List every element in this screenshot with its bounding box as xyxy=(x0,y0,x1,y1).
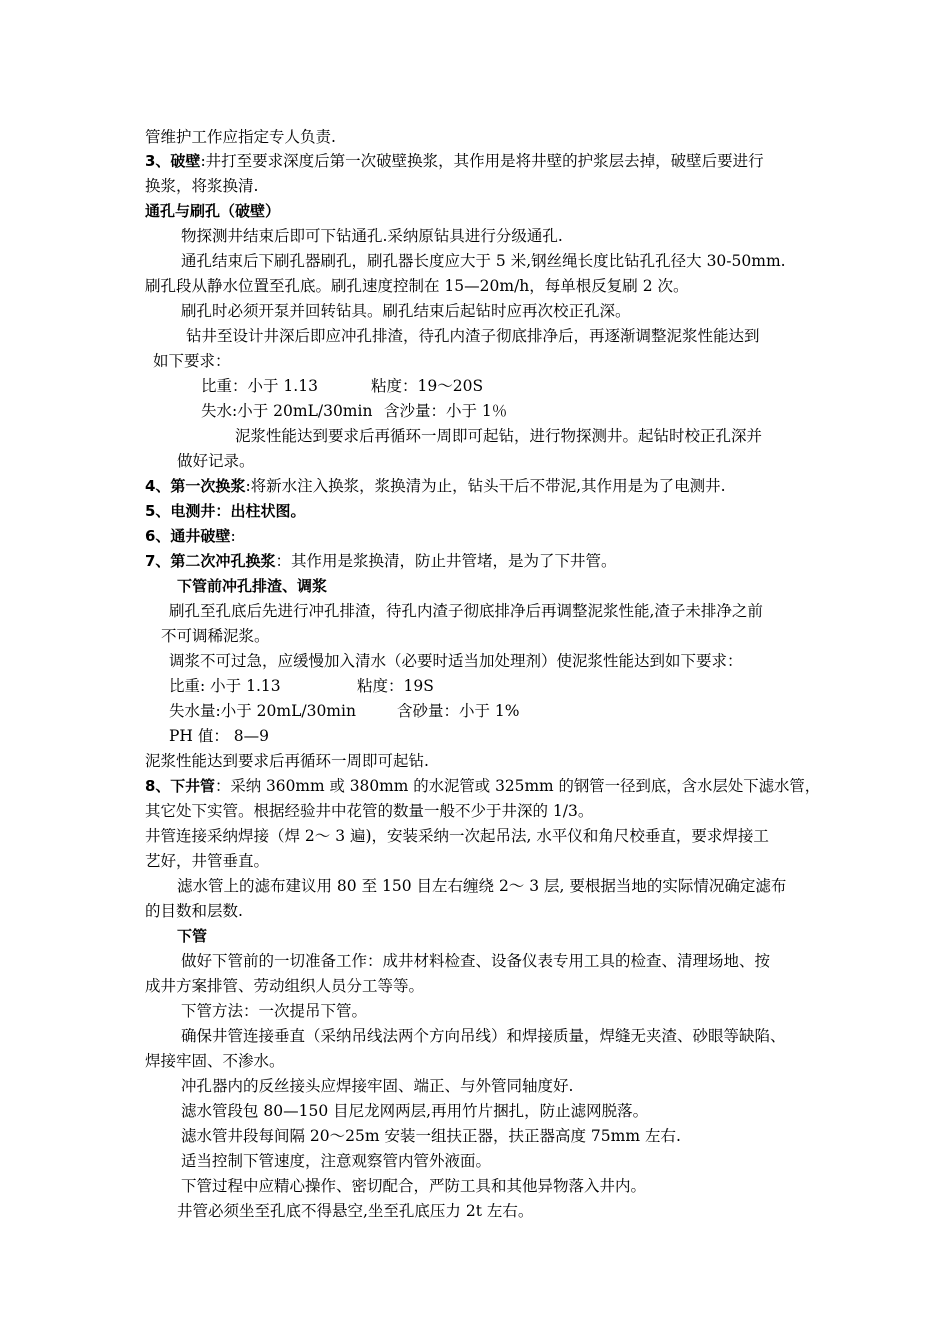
paragraph-line: 泥浆性能达到要求后再循环一周即可起钻. xyxy=(145,752,429,770)
paragraph-line: 通孔结束后下刷孔器刷孔，刷孔器长度应大于 5 米,钢丝绳长度比钻孔孔径大 30-50mm. xyxy=(181,252,786,270)
paragraph-line: 刷孔时必须开泵并回转钻具。刷孔结束后起钻时应再次校正孔深。 xyxy=(181,302,631,320)
paragraph-line: 滤水管井段每间隔 20～25m 安装一组扶正器，扶正器高度 75mm 左右. xyxy=(181,1127,681,1145)
subheading-tongkong: 通孔与刷孔（破壁） xyxy=(145,202,281,220)
paragraph-line: 钻井至设计井深后即应冲孔排渣，待孔内渣子彻底排净后，再逐渐调整泥浆性能达到 xyxy=(186,327,760,345)
paragraph-line: 滤水管上的滤布建议用 80 至 150 目左右缠绕 2～ 3 层, 要根据当地的实际情况确定滤布 xyxy=(177,877,787,895)
paragraph-line: 滤水管段包 80—150 目尼龙网两层,再用竹片捆扎，防止滤网脱落。 xyxy=(181,1102,649,1120)
section-3-line xyxy=(145,151,764,171)
paragraph-line: 泥浆性能达到要求后再循环一周即可起钻，进行物探测井。起钻时校正孔深并 xyxy=(235,427,763,445)
section-6-heading: 6、通井破壁 xyxy=(145,527,231,545)
section-7-line xyxy=(145,551,616,571)
requirement-sand-content: 含沙量：小于 1％ xyxy=(384,402,508,420)
section-3-heading: 3、破壁 xyxy=(145,152,201,170)
paragraph-line: 确保井管连接垂直（采纳吊线法两个方向吊线）和焊接质量，焊缝无夹渣、砂眼等缺陷、 xyxy=(181,1027,786,1045)
requirement-ph: PH 值： 8—9 xyxy=(169,727,270,745)
paragraph-line: 做好记录。 xyxy=(177,452,255,470)
paragraph-line: 刷孔至孔底后先进行冲孔排渣，待孔内渣子彻底排净后再调整泥浆性能,渣子未排净之前 xyxy=(169,602,763,620)
section-7-heading: 7、第二次冲孔换浆 xyxy=(145,552,276,570)
paragraph-line: 如下要求： xyxy=(153,352,231,370)
paragraph-line: 井管必须坐至孔底不得悬空,坐至孔底压力 2t 左右。 xyxy=(177,1202,534,1220)
paragraph-line: 物探测井结束后即可下钻通孔.采纳原钻具进行分级通孔. xyxy=(181,227,563,245)
paragraph-line: 不可调稀泥浆。 xyxy=(161,627,270,645)
section-4-text: :将新水注入换浆，浆换清为止，钻头干后不带泥,其作用是为了电测井. xyxy=(245,477,726,495)
section-3-text: :井打至要求深度后第一次破壁换浆，其作用是将井壁的护浆层去掉，破壁后要进行 xyxy=(200,152,764,170)
paragraph-line: 艺好，井管垂直。 xyxy=(145,852,270,870)
section-8-text: ：采纳 360mm 或 380mm 的水泥管或 325mm 的钢管一径到底，含水层处下滤水管， xyxy=(214,777,821,795)
subheading-xiaguan-qian: 下管前冲孔排渣、调浆 xyxy=(177,577,328,595)
paragraph-line: 冲孔器内的反丝接头应焊接牢固、端正、与外管同轴度好. xyxy=(181,1077,574,1095)
paragraph-line: 调浆不可过急，应缓慢加入清水（必要时适当加处理剂）使泥浆性能达到如下要求： xyxy=(169,652,743,670)
requirement-water-loss: 失水:小于 20mL/30min xyxy=(201,402,373,420)
paragraph-line: 成井方案排管、劳动组织人员分工等等。 xyxy=(145,977,425,995)
paragraph-line: 下管方法：一次提吊下管。 xyxy=(181,1002,368,1020)
requirement-viscosity: 粘度：19S xyxy=(357,677,434,695)
section-6-line: 6、通井破壁: xyxy=(145,527,236,545)
paragraph-line: 管维护工作应指定专人负责. xyxy=(145,128,336,146)
requirement-water-loss: 失水量:小于 20mL/30min xyxy=(169,702,356,720)
paragraph-line: 焊接牢固、不渗水。 xyxy=(145,1052,285,1070)
section-4-line xyxy=(145,476,726,496)
requirement-specific-gravity: 比重：小于 1.13 xyxy=(201,377,318,395)
requirement-viscosity: 粘度：19～20S xyxy=(371,377,484,395)
paragraph-line: 的目数和层数. xyxy=(145,902,243,920)
paragraph-line: 井管连接采纳焊接（焊 2～ 3 遍)，安装采纳一次起吊法, 水平仪和角尺校垂直，要求焊接工 xyxy=(145,827,769,845)
requirement-sand-content: 含砂量：小于 1% xyxy=(397,702,520,720)
paragraph-line: 适当控制下管速度，注意观察管内管外液面。 xyxy=(181,1152,492,1170)
paragraph-line: 换浆，将浆换清. xyxy=(145,177,259,195)
paragraph-line: 其它处下实管。根据经验井中花管的数量一般不少于井深的 1/3。 xyxy=(145,802,594,820)
section-8-line xyxy=(145,776,820,796)
section-5-heading: 5、电测井：出柱状图。 xyxy=(145,502,306,520)
requirement-specific-gravity: 比重: 小于 1.13 xyxy=(169,677,281,695)
section-8-heading: 8、下井管 xyxy=(145,777,215,795)
subheading-xiaguan: 下管 xyxy=(177,927,208,945)
section-4-heading: 4、第一次换浆 xyxy=(145,477,246,495)
paragraph-line: 做好下管前的一切准备工作：成井材料检查、设备仪表专用工具的检查、清理场地、按 xyxy=(181,952,771,970)
paragraph-line: 下管过程中应精心操作、密切配合，严防工具和其他异物落入井内。 xyxy=(181,1177,647,1195)
paragraph-line: 刷孔段从静水位置至孔底。刷孔速度控制在 15—20m/h，每单根反复刷 2 次。 xyxy=(145,277,689,295)
section-7-text: ：其作用是浆换清，防止井管堵，是为了下井管。 xyxy=(275,552,617,570)
